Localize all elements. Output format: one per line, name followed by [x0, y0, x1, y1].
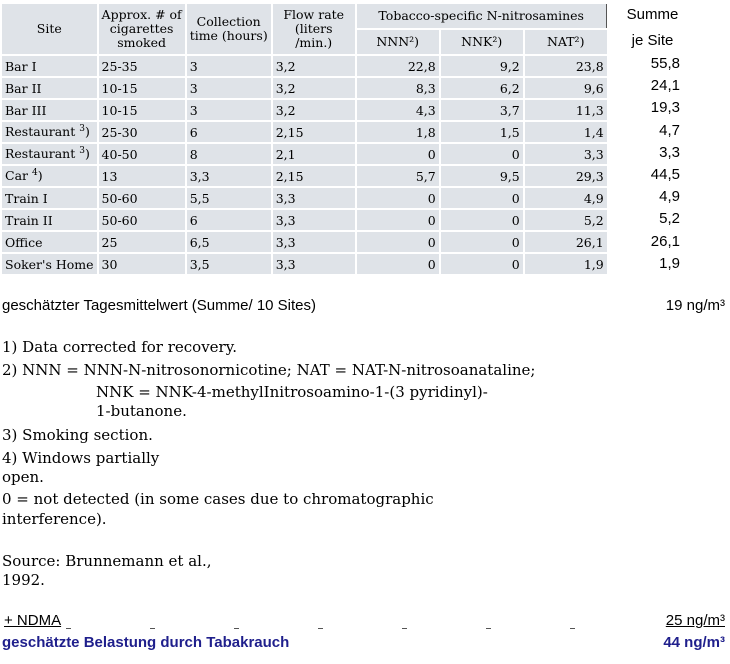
nat-cell: 3,3 — [525, 144, 607, 164]
site-cell: Soker's Home — [2, 254, 97, 274]
flow-rate-cell: 2,1 — [273, 144, 355, 164]
site-cell: Car $^4$) — [2, 166, 97, 186]
header-cigarettes: Approx. # of cigarettes smoked — [99, 4, 185, 54]
nnk-cell: 6,2 — [441, 78, 523, 98]
nnn-cell: 1,8 — [357, 122, 439, 142]
collection-time-cell: 6,5 — [187, 232, 271, 252]
header-nat: NAT²) — [525, 30, 607, 54]
site-cell: Bar II — [2, 78, 97, 98]
collection-time-cell: 6 — [187, 210, 271, 230]
collection-time-cell: 3,5 — [187, 254, 271, 274]
total-label: geschätzte Belastung durch Tabakrauch — [2, 634, 290, 651]
footnote-not-detected: 0 = not detected (in some cases due to chromatographic — [2, 490, 434, 508]
nat-cell: 11,3 — [525, 100, 607, 120]
flow-rate-cell: 3,2 — [273, 78, 355, 98]
nat-cell: 1,4 — [525, 122, 607, 142]
header-site: Site — [2, 4, 97, 54]
footnote-4-cont: open. — [2, 468, 44, 486]
nat-cell: 5,2 — [525, 210, 607, 230]
site-cell: Bar I — [2, 56, 97, 76]
cigarettes-cell: 25 — [99, 232, 185, 252]
summe-value: 1,9 — [659, 254, 680, 272]
nitrosamine-table — [0, 2, 609, 276]
ndma-label: + NDMA — [4, 612, 62, 629]
collection-time-cell: 3 — [187, 100, 271, 120]
nnk-cell: 0 — [441, 188, 523, 208]
table-row — [2, 56, 607, 76]
nat-cell: 4,9 — [525, 188, 607, 208]
table-row — [2, 100, 607, 120]
collection-time-cell: 3 — [187, 78, 271, 98]
flow-rate-cell: 3,2 — [273, 56, 355, 76]
summe-value: 19,3 — [650, 99, 680, 117]
table-row — [2, 232, 607, 252]
summe-value: 24,1 — [650, 77, 680, 95]
summe-value: 44,5 — [650, 166, 680, 183]
flow-rate-cell: 3,3 — [273, 232, 355, 252]
site-cell: Train I — [2, 188, 97, 208]
nnn-cell: 0 — [357, 144, 439, 164]
flow-rate-cell: 3,2 — [273, 100, 355, 120]
nnk-cell: 0 — [441, 210, 523, 230]
cigarettes-cell: 25-30 — [99, 122, 185, 142]
summe-value: 5,2 — [659, 210, 680, 228]
table-row — [2, 78, 607, 98]
header-nnk: NNK²) — [441, 30, 523, 54]
flow-rate-cell: 3,3 — [273, 210, 355, 230]
header-tsna-group: Tobacco-specific N-nitrosamines — [357, 4, 607, 28]
nnn-cell: 5,7 — [357, 166, 439, 186]
table-row — [2, 144, 607, 164]
flow-rate-cell: 3,3 — [273, 188, 355, 208]
footnote-not-detected-cont: interference). — [2, 510, 107, 528]
footnote-4: 4) Windows partially — [2, 449, 160, 467]
footnote-2: 2) NNN = NNN-N-nitrosonornicotine; NAT = NAT-N-nitrosoanataline; — [2, 361, 536, 379]
header-collection-time: Collection time (hours) — [187, 4, 271, 54]
nnn-cell: 0 — [357, 210, 439, 230]
cigarettes-cell: 13 — [99, 166, 185, 186]
nat-cell: 9,6 — [525, 78, 607, 98]
summe-value: 3,3 — [659, 143, 680, 161]
summe-value: 26,1 — [650, 232, 680, 250]
dashed-separator — [66, 628, 606, 629]
ndma-value: 25 ng/m³ — [665, 612, 725, 629]
site-cell: Restaurant $^3$) — [2, 144, 97, 164]
table-row — [2, 166, 607, 186]
nnn-cell: 0 — [357, 254, 439, 274]
table-row — [2, 122, 607, 142]
nnk-cell: 9,5 — [441, 166, 523, 186]
footnote-1: 1) Data corrected for recovery. — [2, 338, 237, 356]
nnk-cell: 9,2 — [441, 56, 523, 76]
total-value: 44 ng/m³ — [663, 634, 725, 651]
header-flow-rate: Flow rate (liters /min.) — [273, 4, 355, 54]
collection-time-cell: 5,5 — [187, 188, 271, 208]
nat-cell: 26,1 — [525, 232, 607, 252]
site-cell: Restaurant $^3$) — [2, 122, 97, 142]
nnn-cell: 4,3 — [357, 100, 439, 120]
flow-rate-cell: 3,3 — [273, 254, 355, 274]
collection-time-cell: 3,3 — [187, 166, 271, 186]
site-cell: Office — [2, 232, 97, 252]
nnk-cell: 0 — [441, 232, 523, 252]
collection-time-cell: 3 — [187, 56, 271, 76]
summe-value: 55,8 — [650, 55, 680, 72]
table-row — [2, 254, 607, 274]
mean-value: 19 ng/m³ — [665, 297, 725, 314]
table-row — [2, 188, 607, 208]
nnk-cell: 0 — [441, 144, 523, 164]
table-row — [2, 210, 607, 230]
cigarettes-cell: 30 — [99, 254, 185, 274]
nnk-cell: 0 — [441, 254, 523, 274]
nnn-cell: 0 — [357, 232, 439, 252]
footnote-2-nnk: NNK = NNK-4-methylInitrosoamino-1-(3 pyridinyl)- — [96, 383, 488, 401]
site-cell: Bar III — [2, 100, 97, 120]
table-body — [2, 56, 607, 274]
nat-cell: 1,9 — [525, 254, 607, 274]
cigarettes-cell: 50-60 — [99, 210, 185, 230]
summe-value: 4,7 — [659, 121, 680, 139]
mean-label: geschätzter Tagesmittelwert (Summe/ 10 Sites) — [2, 297, 317, 314]
cigarettes-cell: 10-15 — [99, 78, 185, 98]
nnn-cell: 8,3 — [357, 78, 439, 98]
nnn-cell: 0 — [357, 188, 439, 208]
je-site-header: je Site — [631, 32, 674, 49]
nnk-cell: 3,7 — [441, 100, 523, 120]
nat-cell: 29,3 — [525, 166, 607, 186]
flow-rate-cell: 2,15 — [273, 122, 355, 142]
summe-value: 4,9 — [659, 188, 680, 206]
collection-time-cell: 8 — [187, 144, 271, 164]
footnote-2-butanone: 1-butanone. — [96, 402, 187, 420]
header-nnn: NNN²) — [357, 30, 439, 54]
cigarettes-cell: 40-50 — [99, 144, 185, 164]
nnk-cell: 1,5 — [441, 122, 523, 142]
cigarettes-cell: 10-15 — [99, 100, 185, 120]
cigarettes-cell: 25-35 — [99, 56, 185, 76]
summe-header: Summe — [626, 6, 679, 23]
site-cell: Train II — [2, 210, 97, 230]
footnote-3: 3) Smoking section. — [2, 426, 153, 444]
source-line: Source: Brunnemann et al., — [2, 552, 212, 570]
cigarettes-cell: 50-60 — [99, 188, 185, 208]
flow-rate-cell: 2,15 — [273, 166, 355, 186]
collection-time-cell: 6 — [187, 122, 271, 142]
nat-cell: 23,8 — [525, 56, 607, 76]
nnn-cell: 22,8 — [357, 56, 439, 76]
source-year: 1992. — [2, 571, 45, 589]
